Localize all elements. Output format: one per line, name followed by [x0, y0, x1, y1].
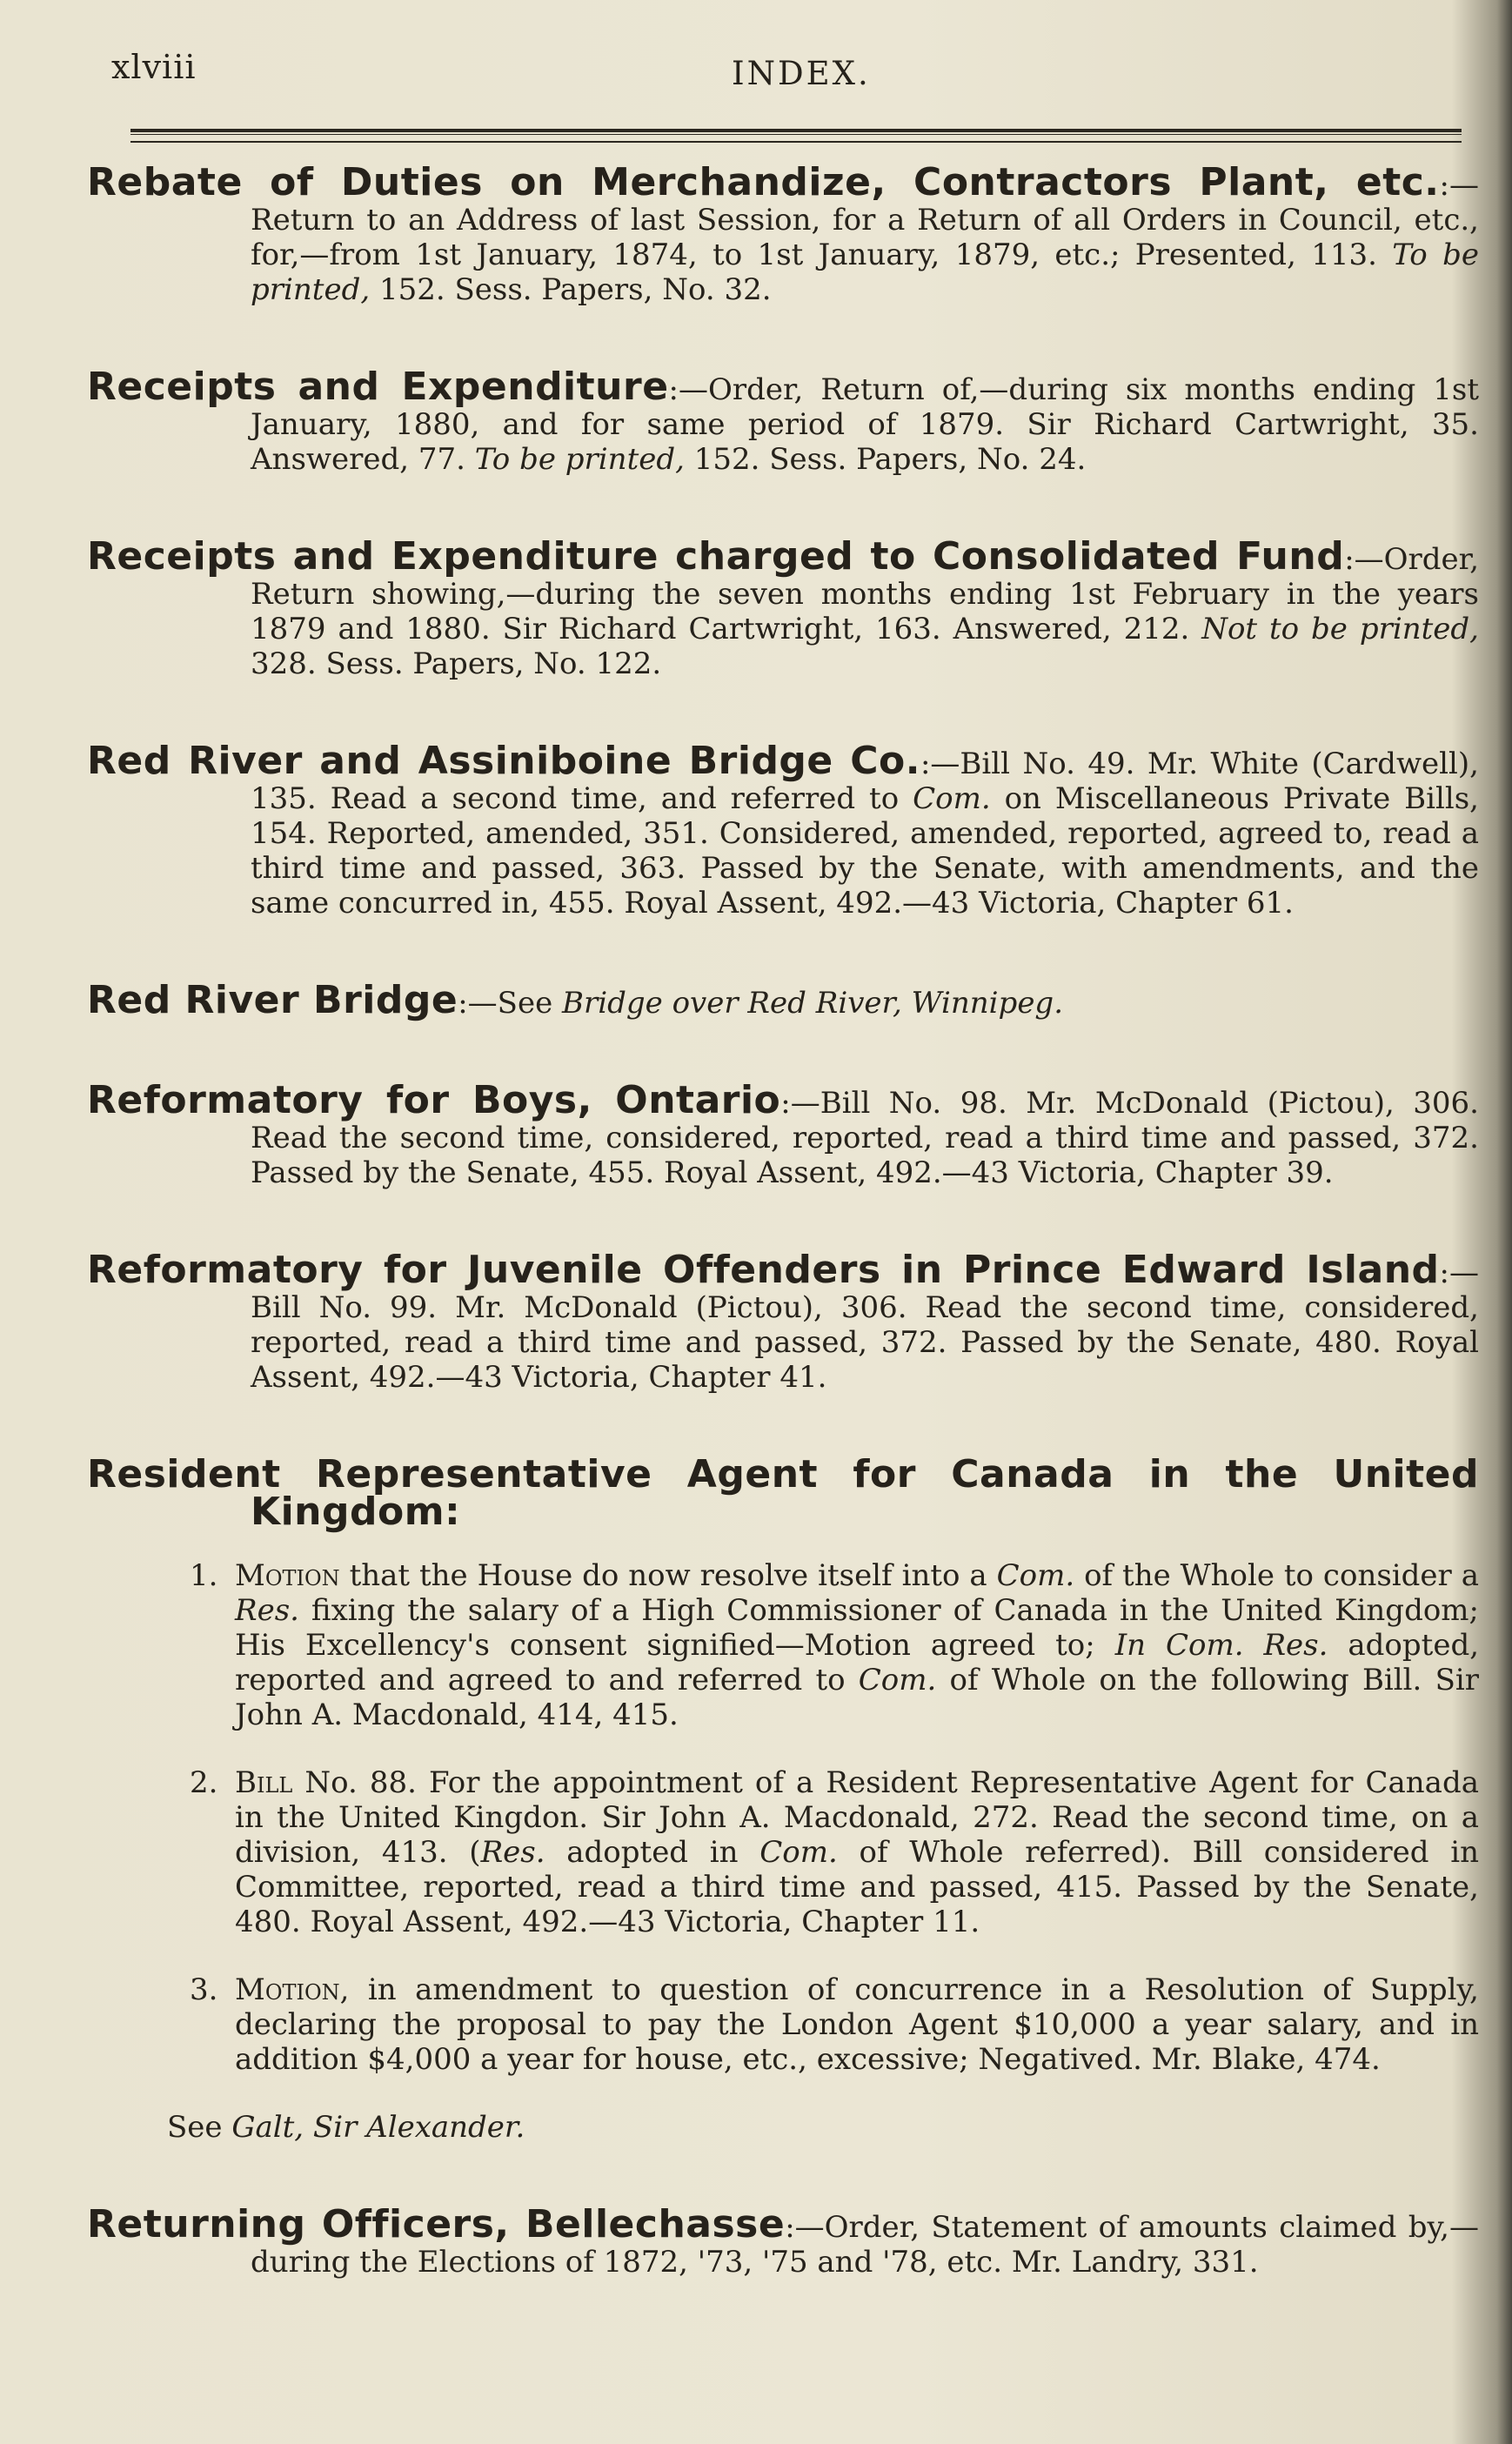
entry-italic: Res. — [235, 1593, 299, 1628]
entry-italic: Com. — [858, 1663, 937, 1697]
entry-text: No. 88. For the appointment of a Resident Representative Agent for Canada in the United Kingdon. Sir John A. Macdonald, 272. Read the second time, on a division, 413. ( — [235, 1765, 1479, 1870]
page-folio: xlviii — [111, 48, 197, 86]
entry-italic: Com. — [996, 1558, 1075, 1593]
entry-italic: To be printed, — [251, 238, 1479, 307]
entry-italic: Com. — [913, 781, 991, 816]
entry-text: adopted, reported and agreed to and referred to — [235, 1628, 1480, 1697]
index-entry-reformatory-boys-ontario — [87, 1078, 1479, 1190]
entry-text: , in amendment to question of concurrence in a Resolution of Supply, declaring the proposal to pay the London Agent $10,000 a year salary, and in addition $4,000 a year for house, etc., excessive; Negatived. Mr. Blake, 474. — [235, 1972, 1479, 2077]
entry-text: :—Bill No. 98. Mr. McDonald (Pictou), 306. Read the second time, considered, reported, read a third time and passed, 372. Passed by the Senate, 455. Royal Assent, 492.—43 Victoria, Chapter 39. — [251, 1086, 1479, 1190]
entry-text: 152. Sess. Papers, No. 24. — [684, 442, 1087, 477]
entry-heading: Resident Representative Agent for Canada in the United Kingdom — [87, 1452, 1479, 1534]
index-entry-returning-officers-bellechasse — [87, 2202, 1479, 2280]
index-entry-reformatory-juvenile-pei — [87, 1248, 1479, 1395]
entry-text: of Whole on the following Bill. Sir John A. Macdonald, 414, 415. — [235, 1663, 1479, 1732]
index-entry-receipts-consolidated-fund — [87, 534, 1479, 681]
entry-text: :—Order, Return showing,—during the seven months ending 1st February in the years 1879 and 1880. Sir Richard Cartwright, 163. Answered, 212. — [251, 542, 1479, 646]
sub-item-keyword: Bill — [235, 1765, 293, 1800]
index-entry-rebate-of-duties — [87, 160, 1479, 307]
entry-heading: Receipts and Expenditure — [87, 365, 669, 409]
entry-italic: Not to be printed, — [1201, 612, 1479, 646]
cross-reference: Bridge over Red River, Winnipeg. — [562, 986, 1064, 1021]
cross-reference: Galt, Sir Alexander. — [231, 2110, 525, 2145]
entry-text: :—Return to an Address of last Session, for a Return of all Orders in Council, etc., for,—from 1st January, 1874, to 1st January, 1879, etc.; Presented, 113. — [251, 168, 1479, 272]
entry-heading-line — [87, 1452, 1479, 1534]
see-label: See — [167, 2110, 232, 2145]
entry-text: :—Bill No. 99. Mr. McDonald (Pictou), 306. Read the second time, considered, reported, read a third time and passed, 372. Passed by the Senate, 480. Royal Assent, 492.—43 Victoria, Chapter 41. — [251, 1255, 1479, 1395]
entry-text: that the House do now resolve itself into a — [339, 1558, 997, 1593]
index-entry-red-river-assiniboine-bridge — [87, 739, 1479, 921]
entry-italic: To be printed, — [474, 442, 685, 477]
index-entry-receipts-and-expenditure — [87, 365, 1479, 477]
see-also-line — [167, 2110, 1479, 2145]
sub-item-keyword: Motion — [235, 1972, 340, 2007]
index-entries — [87, 160, 1480, 2342]
sub-item — [87, 1972, 1479, 2077]
entry-text: adopted in — [545, 1835, 760, 1870]
page-header — [111, 48, 1469, 100]
running-head: INDEX. — [732, 55, 871, 92]
entry-heading: Reformatory for Juvenile Offenders in Prince Edward Island — [87, 1248, 1440, 1292]
entry-heading: Rebate of Duties on Merchandize, Contractors Plant, etc. — [87, 160, 1440, 204]
entry-heading-colon: : — [445, 1490, 461, 1534]
entry-text: of Whole referred). Bill considered in Committee, reported, read a third time and passed, 415. Passed by the Senate, 480. Royal Assent, 492.—43 Victoria, Chapter 11. — [235, 1835, 1479, 1939]
sub-item-number: 3. — [190, 1972, 218, 2007]
index-entry-resident-representative-agent — [87, 1452, 1480, 2145]
entry-text: fixing the salary of a High Commissioner of Canada in the United Kingdom; His Excellency's consent signified—Motion agreed to; — [235, 1593, 1479, 1663]
index-entry-red-river-bridge — [87, 978, 1479, 1022]
sub-item — [87, 1765, 1479, 1939]
header-rule-thin — [130, 141, 1462, 143]
header-rule-thick — [130, 129, 1462, 135]
entry-heading: Red River Bridge — [87, 978, 458, 1022]
entry-text: :—See — [458, 986, 562, 1021]
entry-text: of the Whole to consider a — [1074, 1558, 1479, 1593]
sub-item — [87, 1558, 1479, 1732]
entry-italic: Res. — [480, 1835, 545, 1870]
sub-item-keyword: Motion — [235, 1558, 340, 1593]
entry-italic: Com. — [759, 1835, 838, 1870]
entry-text: on Miscellaneous Private Bills, 154. Reported, amended, 351. Considered, amended, reported, agreed to, read a third time and passed, 363. Passed by the Senate, with amendments, and the same concurred in, 455. Royal Assent, 492.—43 Victoria, Chapter 61. — [251, 781, 1479, 921]
entry-heading: Returning Officers, Bellechasse — [87, 2202, 786, 2246]
entry-text: 152. Sess. Papers, No. 32. — [370, 272, 772, 307]
entry-heading: Red River and Assiniboine Bridge Co. — [87, 739, 920, 783]
sub-item-number: 2. — [190, 1765, 218, 1800]
entry-text: 328. Sess. Papers, No. 122. — [251, 646, 662, 681]
entry-text: :—Bill No. 49. Mr. White (Cardwell), 135. Read a second time, and referred to — [251, 747, 1479, 816]
entry-italic: In Com. Res. — [1114, 1628, 1328, 1663]
entry-text: :—Order, Statement of amounts claimed by,—during the Elections of 1872, '73, '75 and '78, etc. Mr. Landry, 331. — [251, 2210, 1479, 2280]
sub-item-number: 1. — [190, 1558, 218, 1593]
entry-text: :—Order, Return of,—during six months ending 1st January, 1880, and for same period of 1879. Sir Richard Cartwright, 35. Answered, 77. — [251, 372, 1479, 477]
entry-heading: Receipts and Expenditure charged to Consolidated Fund — [87, 534, 1345, 579]
entry-heading: Reformatory for Boys, Ontario — [87, 1078, 781, 1122]
